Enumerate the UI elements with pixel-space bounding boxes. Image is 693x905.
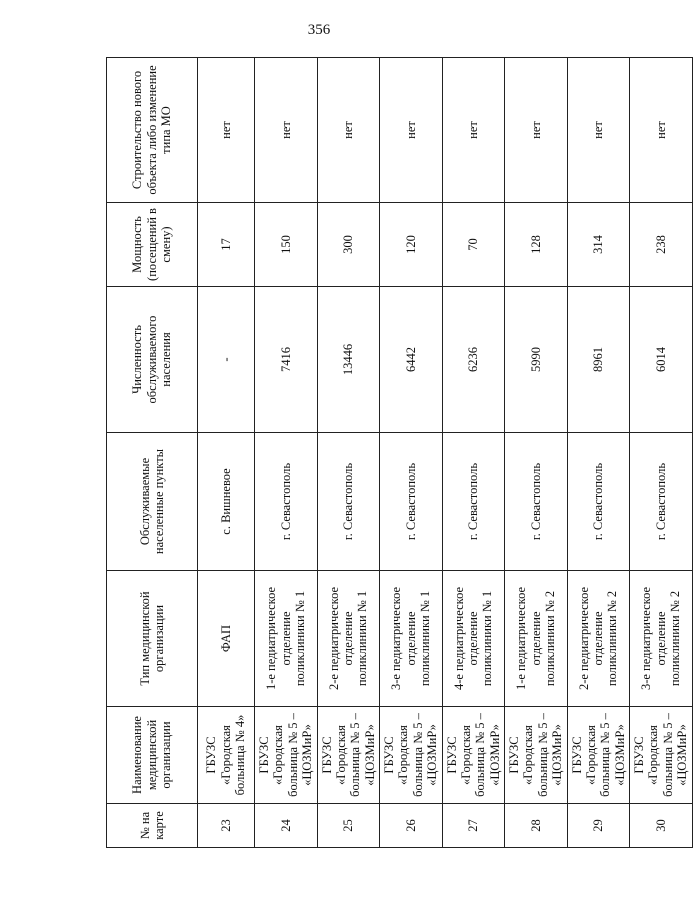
cell-served-settlements: г. Севастополь (630, 433, 693, 571)
header-capacity: Мощность (посещений в смену) (107, 203, 198, 287)
cell-construction: нет (442, 58, 505, 203)
cell-capacity: 70 (442, 203, 505, 287)
cell-organization-name: ГБУЗС «Городская больница № 5 – «ЦОЗМиР» (567, 707, 630, 804)
cell-capacity: 314 (567, 203, 630, 287)
cell-population: 6236 (442, 287, 505, 433)
cell-organization-type: 1-е педиатрическое отделение поликлиники № 1 (255, 571, 318, 707)
cell-map-number: 24 (255, 804, 318, 848)
table-row (630, 58, 693, 848)
table-row (505, 58, 568, 848)
table-container (106, 58, 690, 848)
medical-organizations-table (106, 57, 693, 848)
cell-population: 13446 (317, 287, 380, 433)
table-row (317, 58, 380, 848)
cell-capacity: 238 (630, 203, 693, 287)
cell-construction: нет (255, 58, 318, 203)
cell-organization-type: 3-е педиатрическое отделение поликлиники № 2 (630, 571, 693, 707)
cell-served-settlements: с. Вишневое (198, 433, 255, 571)
cell-construction: нет (567, 58, 630, 203)
cell-capacity: 300 (317, 203, 380, 287)
cell-capacity: 128 (505, 203, 568, 287)
cell-population: 8961 (567, 287, 630, 433)
cell-served-settlements: г. Севастополь (505, 433, 568, 571)
cell-served-settlements: г. Севастополь (317, 433, 380, 571)
cell-organization-type: 2-е педиатрическое отделение поликлиники № 2 (567, 571, 630, 707)
cell-capacity: 17 (198, 203, 255, 287)
cell-map-number: 25 (317, 804, 380, 848)
cell-map-number: 23 (198, 804, 255, 848)
cell-construction: нет (630, 58, 693, 203)
table-row (255, 58, 318, 848)
cell-population: - (198, 287, 255, 433)
cell-organization-name: ГБУЗС «Городская больница № 5 – «ЦОЗМиР» (630, 707, 693, 804)
cell-construction: нет (380, 58, 443, 203)
cell-organization-type: 1-е педиатрическое отделение поликлиники № 2 (505, 571, 568, 707)
header-served-settlements: Обслуживаемые населенные пункты (107, 433, 198, 571)
cell-served-settlements: г. Севастополь (567, 433, 630, 571)
header-population: Численность обслуживаемого населения (107, 287, 198, 433)
cell-population: 7416 (255, 287, 318, 433)
cell-construction: нет (317, 58, 380, 203)
cell-map-number: 30 (630, 804, 693, 848)
cell-population: 6014 (630, 287, 693, 433)
cell-served-settlements: г. Севастополь (380, 433, 443, 571)
cell-population: 5990 (505, 287, 568, 433)
rotated-table-frame (106, 58, 690, 848)
cell-organization-name: ГБУЗС «Городская больница № 5 – «ЦОЗМиР» (317, 707, 380, 804)
cell-organization-name: ГБУЗС «Городская больница № 5 – «ЦОЗМиР» (505, 707, 568, 804)
cell-organization-name: ГБУЗС «Городская больница № 4» (198, 707, 255, 804)
header-map-number: № на карте (107, 804, 198, 848)
cell-organization-name: ГБУЗС «Городская больница № 5 – «ЦОЗМиР» (442, 707, 505, 804)
cell-map-number: 29 (567, 804, 630, 848)
table-row (442, 58, 505, 848)
table-row (380, 58, 443, 848)
cell-organization-type: 2-е педиатрическое отделение поликлиники № 1 (317, 571, 380, 707)
cell-organization-type: 4-е педиатрическое отделение поликлиники № 1 (442, 571, 505, 707)
cell-construction: нет (198, 58, 255, 203)
cell-capacity: 150 (255, 203, 318, 287)
header-construction: Строительство нового объекта либо изменение типа МО (107, 58, 198, 203)
cell-map-number: 28 (505, 804, 568, 848)
cell-organization-type: 3-е педиатрическое отделение поликлиники № 1 (380, 571, 443, 707)
cell-served-settlements: г. Севастополь (255, 433, 318, 571)
cell-map-number: 27 (442, 804, 505, 848)
cell-capacity: 120 (380, 203, 443, 287)
table-row (198, 58, 255, 848)
cell-map-number: 26 (380, 804, 443, 848)
page-number: 356 (307, 22, 331, 38)
header-organization-name: Наименование медицинской организации (107, 707, 198, 804)
cell-organization-name: ГБУЗС «Городская больница № 5 – «ЦОЗМиР» (255, 707, 318, 804)
cell-construction: нет (505, 58, 568, 203)
table-header-row (107, 58, 198, 848)
header-organization-type: Тип медицинской организации (107, 571, 198, 707)
cell-population: 6442 (380, 287, 443, 433)
cell-organization-type: ФАП (198, 571, 255, 707)
table-row (567, 58, 630, 848)
cell-served-settlements: г. Севастополь (442, 433, 505, 571)
cell-organization-name: ГБУЗС «Городская больница № 5 – «ЦОЗМиР» (380, 707, 443, 804)
